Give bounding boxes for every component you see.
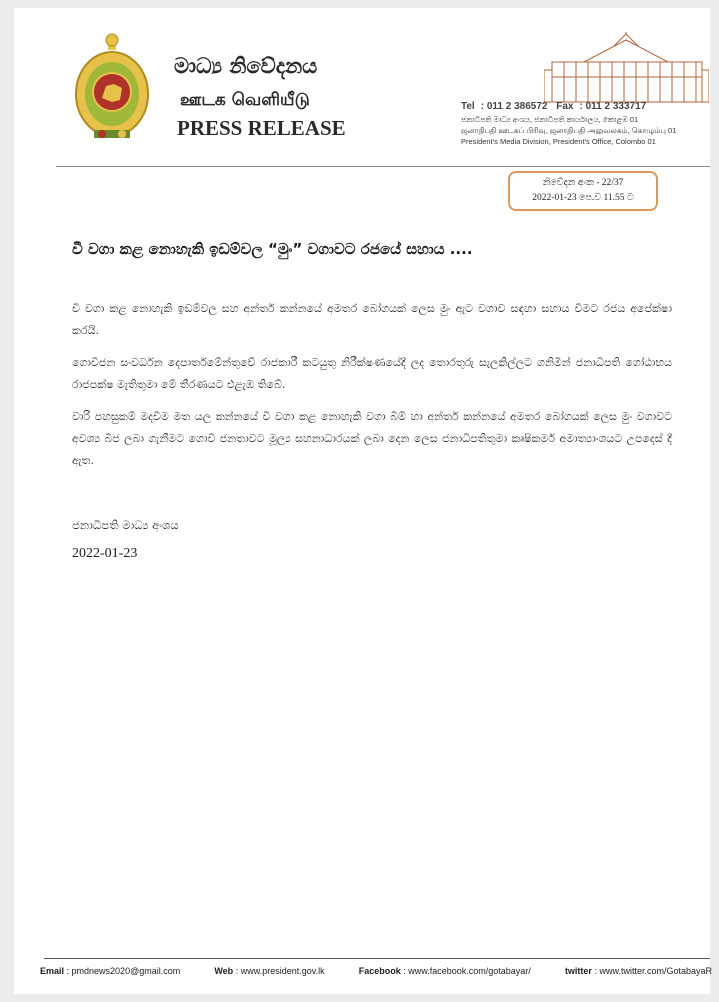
email-link[interactable]: : pmdnews2020@gmail.com xyxy=(66,966,181,976)
title-tamil: ஊடக வெளியீடு xyxy=(180,90,310,110)
tel-label: Tel xyxy=(461,101,475,112)
twitter-link[interactable]: : www.twitter.com/GotabayaR xyxy=(594,966,712,976)
footer-web: Web : www.president.gov.lk xyxy=(214,966,325,976)
contact-block xyxy=(461,101,706,147)
fax-value: : 011 2 333717 xyxy=(579,101,647,112)
fax-label: Fax xyxy=(556,101,574,112)
title-sinhala: මාධ්‍ය නිවේදනය xyxy=(174,54,318,78)
footer-facebook: Facebook : www.facebook.com/gotabayar/ xyxy=(358,966,531,976)
footer-divider xyxy=(44,958,710,959)
footer-email: Email : pmdnews2020@gmail.com xyxy=(40,966,181,976)
tel-value: : 011 2 386572 xyxy=(480,101,548,112)
web-link[interactable]: : www.president.gov.lk xyxy=(235,966,325,976)
paragraph: ගොවිජන සංවර්ධන දෙපාර්තමේන්තුවේ රාජකාරී කටයුතු නිරීක්ෂණයේදී ලද තොරතුරු සැලකිල්ලට ගනිමින් ජනාධිපති ගෝඨාභය රාජපක්ෂ මැතිතුමා මේ තීරණයට එළැඹ තිබේ. xyxy=(72,356,672,391)
facebook-link[interactable]: : www.facebook.com/gotabayar/ xyxy=(403,966,531,976)
reference-datetime: 2022-01-23 පෙ.ව 11.55 ට xyxy=(532,193,634,203)
header-divider xyxy=(56,166,710,167)
footer-twitter: twitter : www.twitter.com/GotabayaR xyxy=(564,966,712,976)
title-english: PRESS RELEASE xyxy=(177,116,346,140)
headline: වී වගා කළ නොහැකි ඉඩම්වල “මුං” වගාවට රජයේ සහාය .... xyxy=(72,240,473,258)
footer xyxy=(40,966,712,976)
sri-lanka-emblem-icon xyxy=(72,30,152,142)
presidential-building-icon xyxy=(544,32,709,104)
address-sinhala: ජනාධිපති මාධ්‍ය අංශය, ජනාධිපති කාර්යාලය, කොළඹ 01 xyxy=(461,115,639,124)
address-tamil: ஜனாதிபதி ஊடகப் பிரிவு, ஜனாதிபதி அலுவலகம், கொழும்பு 01 xyxy=(461,126,677,135)
body-text xyxy=(72,298,672,482)
address-english: President's Media Division, President's Office, Colombo 01 xyxy=(461,137,656,146)
paragraph: වී වගා කළ නොහැකි ඉඩම්වල සහ අන්තර් කන්නයේ අමතර බෝගයක් ලෙස මුං ඇට වගාව සඳහා සහාය වීමට රජය අපේක්ෂා කරයි. xyxy=(72,302,672,337)
reference-number: නිවේදන අංක - 22/37 xyxy=(542,178,624,188)
release-date: 2022-01-23 xyxy=(72,546,138,561)
reference-box xyxy=(508,171,658,211)
paragraph: වාරි පහසුකම් මදවීම මත යල කන්නයේ වී වගා කළ නොහැකි වගා බිම් හා අන්තර් කන්නයේ අමතර බෝගයක් ලෙස මුං වගාවට අවශ්‍ය බීජ ලබා ගැනීමට ගොවි ජනතාවට මූල්‍ය සහනාධාරයක් ලබා දෙන ලෙස ජනාධිපතිතුමා කෘෂිකර්ම අමාත්‍යාංශයට උපදෙස් දී ඇත. xyxy=(72,410,672,467)
signature: ජනාධිපති මාධ්‍ය අංශය xyxy=(72,518,179,532)
press-release-page xyxy=(14,8,710,994)
